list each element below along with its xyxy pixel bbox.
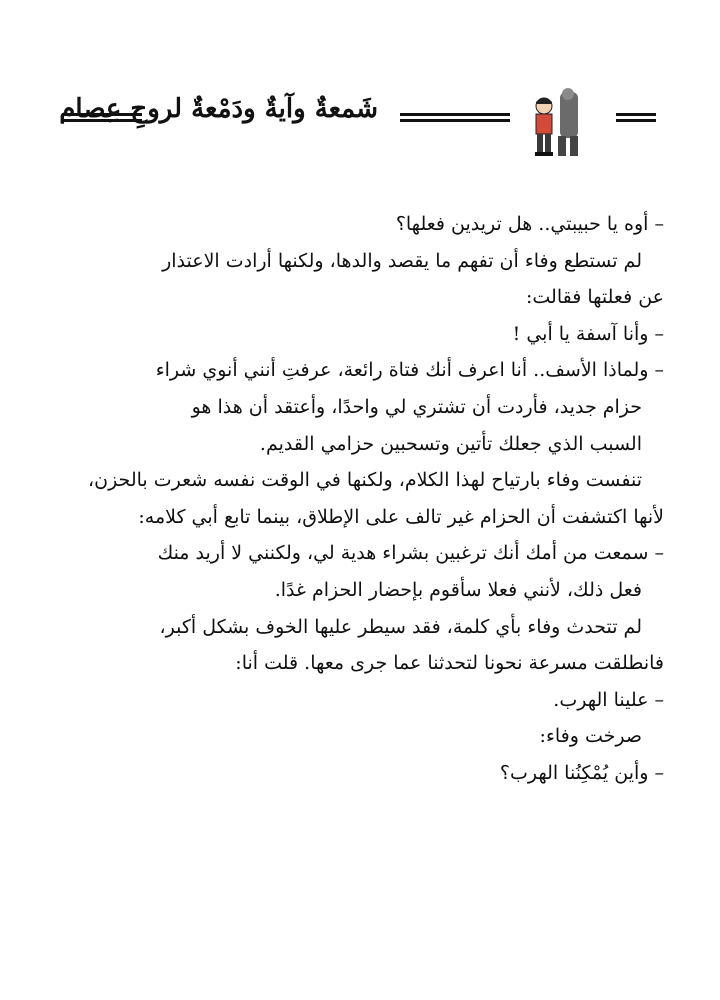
chapter-header — [0, 80, 720, 160]
header-rule-middle — [400, 113, 510, 122]
text-line: فعل ذلك، لأنني فعلا سأقوم بإحضار الحزام غدًا. — [274, 578, 642, 601]
text-line: فانطلقت مسرعة نحونا لتحدثنا عما جرى معها. قلت أنا: — [235, 652, 664, 675]
text-line: – ولماذا الأسف.. أنا اعرف أنك فتاة رائعة، عرفتِ أنني أنوي شراء — [155, 359, 664, 382]
text-line: السبب الذي جعلك تأتين وتسحبين حزامي القديم. — [259, 432, 642, 455]
text-line: – سمعت من أمك أنك ترغبين بشراء هدية لي، ولكنني لا أريد منك — [157, 542, 664, 565]
story-text — [64, 206, 664, 792]
text-line: لأنها اكتشفت أن الحزام غير تالف على الإطلاق، بينما تابع أبي كلامه: — [138, 505, 664, 528]
text-line: – وأنا آسفة يا أبي ! — [512, 322, 664, 345]
chapter-title: شَمعةٌ وآيةٌ ودَمْعةٌ لروحِ عِصام — [59, 94, 378, 124]
text-line: عن فعلتها فقالت: — [525, 286, 664, 309]
text-line: لم تستطع وفاء أن تفهم ما يقصد والدها، ولكنها أرادت الاعتذار — [162, 249, 642, 272]
text-line: حزام جديد، فأردت أن تشتري لي واحدًا، وأعتقد أن هذا هو — [191, 395, 642, 418]
text-line: لم تتحدث وفاء بأي كلمة، فقد سيطر عليها الخوف بشكل أكبر، — [159, 615, 642, 638]
header-rule-right — [616, 113, 656, 122]
boy-with-adult-icon — [520, 86, 590, 162]
text-line: صرخت وفاء: — [539, 725, 642, 748]
text-line: – علينا الهرب. — [553, 688, 664, 711]
text-line: – وأين يُمْكِنُنا الهرب؟ — [499, 761, 664, 784]
text-line: – أوه يا حبيبتي.. هل تريدين فعلها؟ — [395, 213, 664, 235]
text-line: تنفست وفاء بارتياح لهذا الكلام، ولكنها في الوقت نفسه شعرت بالحزن، — [87, 469, 642, 492]
